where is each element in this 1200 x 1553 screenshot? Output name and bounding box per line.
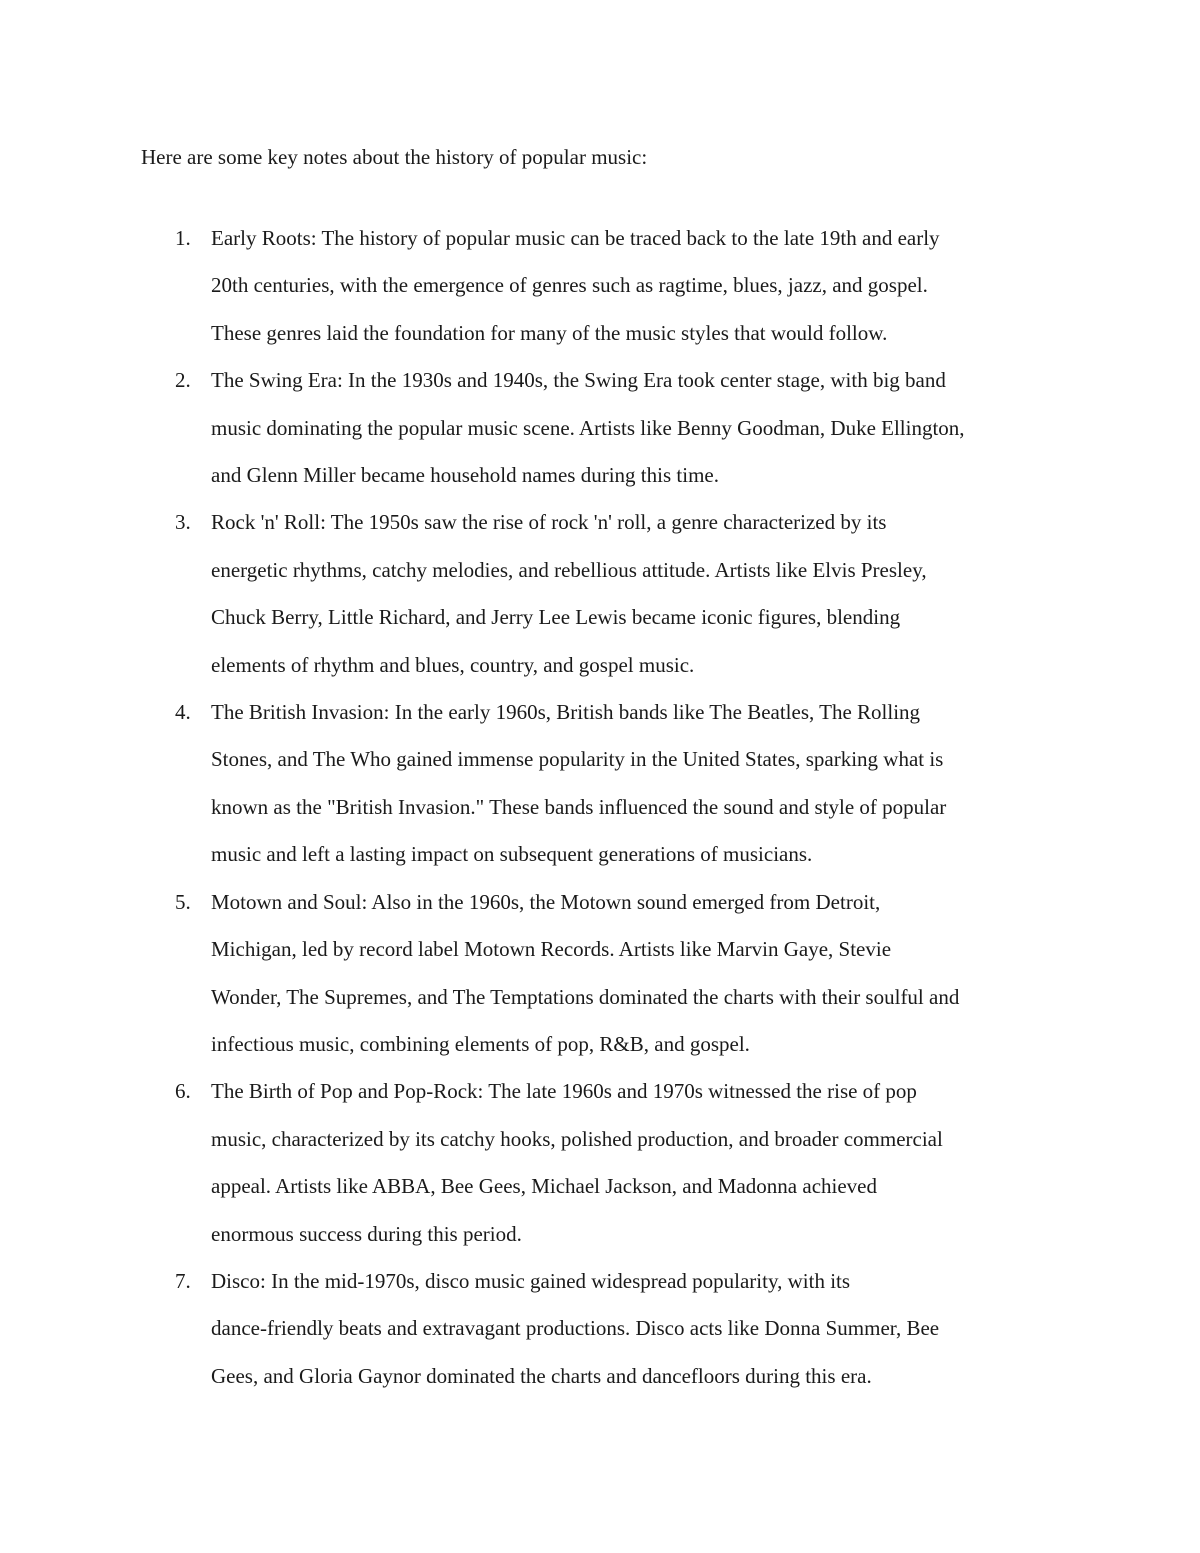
note-line: The Birth of Pop and Pop-Rock: The late 1960s and 1970s witnessed the rise of pop xyxy=(211,1079,917,1104)
note-line: known as the "British Invasion." These bands influenced the sound and style of popular xyxy=(211,794,947,819)
note-text xyxy=(211,1258,1081,1400)
note-item-3 xyxy=(0,499,1200,689)
note-line: These genres laid the foundation for many of the music styles that would follow. xyxy=(211,320,888,345)
intro-paragraph: Here are some key notes about the history of popular music: xyxy=(141,145,648,169)
note-item-7 xyxy=(0,1258,1200,1400)
note-item-5 xyxy=(0,879,1200,1069)
note-text xyxy=(211,1068,1081,1258)
note-number: 4. xyxy=(175,700,191,725)
note-item-4 xyxy=(0,689,1200,879)
note-line: 20th centuries, with the emergence of genres such as ragtime, blues, jazz, and gospel. xyxy=(211,273,928,298)
note-text xyxy=(211,689,1081,879)
note-number: 5. xyxy=(175,889,191,914)
note-line: elements of rhythm and blues, country, and gospel music. xyxy=(211,652,695,677)
note-line: music dominating the popular music scene. Artists like Benny Goodman, Duke Ellington, xyxy=(211,415,965,440)
note-line: and Glenn Miller became household names during this time. xyxy=(211,463,719,488)
note-line: music, characterized by its catchy hooks, polished production, and broader commercial xyxy=(211,1126,943,1151)
note-line: Stones, and The Who gained immense popularity in the United States, sparking what is xyxy=(211,747,944,772)
note-line: Wonder, The Supremes, and The Temptations dominated the charts with their soulful and xyxy=(211,984,960,1009)
note-text xyxy=(211,357,1081,499)
note-number: 1. xyxy=(175,226,191,250)
note-line: energetic rhythms, catchy melodies, and rebellious attitude. Artists like Elvis Presley, xyxy=(211,557,927,582)
note-line: infectious music, combining elements of pop, R&B, and gospel. xyxy=(211,1031,750,1056)
note-line: The Swing Era: In the 1930s and 1940s, the Swing Era took center stage, with big band xyxy=(211,368,946,393)
note-item-1 xyxy=(0,215,1200,357)
note-item-2 xyxy=(0,357,1200,499)
note-text xyxy=(211,215,1081,357)
note-number: 3. xyxy=(175,510,191,535)
note-line: music and left a lasting impact on subsequent generations of musicians. xyxy=(211,842,813,867)
note-text xyxy=(211,879,1081,1069)
note-line: appeal. Artists like ABBA, Bee Gees, Michael Jackson, and Madonna achieved xyxy=(211,1174,877,1199)
note-line: Michigan, led by record label Motown Records. Artists like Marvin Gaye, Stevie xyxy=(211,937,892,962)
note-line: The British Invasion: In the early 1960s, British bands like The Beatles, The Rolling xyxy=(211,700,921,725)
note-line: Disco: In the mid-1970s, disco music gained widespread popularity, with its xyxy=(211,1268,851,1293)
note-text xyxy=(211,499,1081,689)
note-line: Gees, and Gloria Gaynor dominated the charts and dancefloors during this era. xyxy=(211,1363,872,1388)
note-line: Early Roots: The history of popular music can be traced back to the late 19th and early xyxy=(211,226,940,250)
note-number: 7. xyxy=(175,1268,191,1293)
note-line: dance-friendly beats and extravagant productions. Disco acts like Donna Summer, Bee xyxy=(211,1316,940,1341)
note-item-6 xyxy=(0,1068,1200,1258)
note-line: Rock 'n' Roll: The 1950s saw the rise of rock 'n' roll, a genre characterized by its xyxy=(211,510,887,535)
notes-list xyxy=(0,215,1200,1400)
note-number: 6. xyxy=(175,1079,191,1104)
note-line: enormous success during this period. xyxy=(211,1221,522,1246)
note-number: 2. xyxy=(175,368,191,393)
note-line: Chuck Berry, Little Richard, and Jerry Lee Lewis became iconic figures, blending xyxy=(211,605,901,630)
note-line: Motown and Soul: Also in the 1960s, the Motown sound emerged from Detroit, xyxy=(211,889,881,914)
